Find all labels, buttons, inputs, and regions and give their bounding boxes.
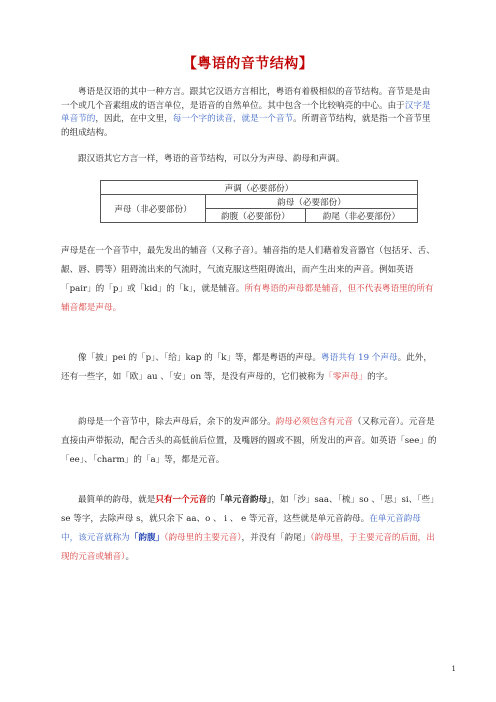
bold-term: 「韵腹」 [129, 533, 165, 543]
highlight-text: 韵母必须包含有元音 [275, 417, 354, 427]
highlight-text: 只有一个元音 [155, 495, 207, 505]
page-number: 1 [451, 665, 456, 673]
text-run: ，如「沙」saa、「梳」so 、「思」si、「些」se 等字，去除声母 s，就只余下 aa、o 、 i 、 e 等元音，这些就是单元音韵母。 [61, 495, 435, 524]
text-run: （又称元音）。元音是直接由声带振动，配合舌头的高低前后位置，及嘴唇的圆或不圆，所发出的声音。如英语「see」的「ee」、「charm」的「a」等，都是元音。 [61, 417, 437, 465]
highlight-text: 在单元音韵母中，该元音就称为 [61, 514, 421, 543]
text-run: 。 [125, 552, 135, 562]
text-run: 韵母是一个音节中，除去声母后，余下的发声部分。 [78, 417, 276, 427]
text-run: 声母是在一个音节中，最先发出的辅音（又称子音）。辅音指的是人们藉着发音器官（包括牙、舌、龈、唇、腭等）阻碍流出来的气流时，气流克服这些阻碍流出，而产生出来的声音。例如英语「pair」的「p」或「kid」的「k」，就是辅音。 [61, 246, 435, 294]
paragraph-intro [61, 86, 437, 140]
text-run: ，因此，在中文里， [95, 114, 173, 125]
cell-coda: 韵尾（非必要部份） [305, 209, 417, 223]
text-run: 的 [206, 495, 216, 505]
paragraph-initial [61, 242, 437, 318]
text-run: 像「披」pei 的「p」、「给」kap 的「k」等，都是粤语的声母。 [78, 353, 321, 363]
text-run: 。所谓音节结构，就是指一个音节里的组成结构。 [61, 114, 431, 138]
cell-initial: 声母（非必要部份） [101, 195, 206, 223]
paragraph-final [61, 413, 437, 470]
highlight-text: 每一个字的读音，就是一个音节 [172, 114, 294, 125]
text-run: ，并没有「韵尾」 [241, 533, 311, 543]
highlight-text: （韵母里的主要元音） [164, 533, 242, 543]
highlight-text: （韵母里，于主要元音的后面，出现的元音或辅音） [61, 533, 435, 562]
highlight-text: 汉字是单音节的 [61, 100, 431, 125]
paragraph-initial-examples [61, 349, 437, 387]
cell-tone: 声调（必要部份） [101, 181, 418, 195]
text-run: 粤语是汉语的其中一种方言。跟其它汉语方言相比，粤语有着极相似的音节结构。音节是是由一个或几个音素组成的语言单位，是语音的自然单位。其中包含一个比较响亮的中心。由于 [61, 87, 431, 111]
syllable-structure-table [100, 180, 418, 223]
highlight-text: 粤语共有 19 个声母 [321, 353, 398, 363]
highlight-text: 所有粤语的声母都是辅音，但不代表粤语里的所有辅音都是声母。 [61, 284, 434, 313]
page-title: 【粤语的音节结构】 [182, 56, 314, 72]
highlight-text: 「零声母」 [324, 372, 368, 382]
paragraph-monophthong [61, 491, 437, 567]
text-run: 。此外，还有一些字，如「欧」au 、「安」on 等，是没有声母的，它们被称为 [61, 353, 432, 382]
cell-nucleus: 韵腹（必要部份） [206, 209, 306, 223]
paragraph-structure: 跟汉语其它方言一样，粤语的音节结构，可以分为声母、韵母和声调。 [78, 154, 345, 164]
text-run: 最简单的韵母，就是 [78, 495, 156, 505]
cell-final: 韵母（必要部份） [206, 195, 418, 209]
text-run: 的字。 [367, 372, 393, 382]
bold-term: 「单元音韵母」 [215, 495, 272, 505]
